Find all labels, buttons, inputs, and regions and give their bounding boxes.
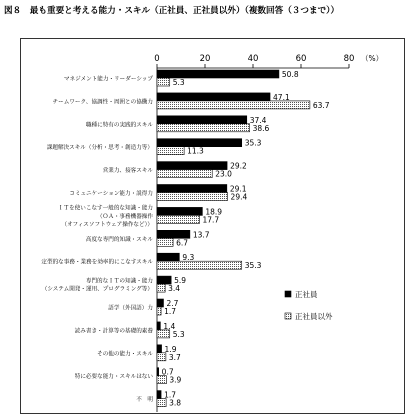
- value-label: 1.7: [164, 307, 177, 316]
- bar-seikei-14: [157, 391, 161, 399]
- x-tick-label: 80: [343, 54, 355, 64]
- bar-hiseiki-5: [157, 193, 228, 201]
- legend-swatch-seishain-igai: [285, 313, 291, 319]
- value-label: 63.7: [312, 100, 330, 110]
- value-label: 3.4: [168, 284, 181, 294]
- figure-title: 図８ 最も重要と考える能力・スキル（正社員、正社員以外）（複数回答（３つまで））: [4, 6, 340, 16]
- category-label: 読み書き・計算等の基礎的素養: [74, 328, 153, 335]
- category-label: コミュニケーション能力・説得力: [69, 191, 153, 197]
- value-label: 18.9: [205, 207, 223, 217]
- bar-seikei-4: [157, 162, 227, 170]
- legend-label-seishain: 正社員: [295, 290, 318, 299]
- category-label: 定型的な事務・業務を効率的にこなすスキル: [41, 259, 153, 266]
- bar-seikei-6: [157, 207, 202, 215]
- bar-hiseiki-9: [157, 284, 165, 292]
- bar-seikei-9: [157, 276, 171, 284]
- category-label: その他の能力・スキル: [97, 351, 153, 358]
- category-label: 課題解決スキル（分析・思考・創造力等）: [46, 145, 153, 152]
- bar-hiseiki-13: [157, 376, 166, 384]
- category-label: （システム開発・運用、プログラミング等）: [41, 286, 153, 293]
- value-label: 6.7: [176, 238, 189, 248]
- value-label: 1.9: [164, 344, 177, 354]
- x-tick-label: 40: [247, 54, 259, 64]
- category-label: 高度な専門的知識・スキル: [85, 236, 153, 243]
- bar-seikei-3: [157, 139, 242, 147]
- bar-hiseiki-2: [157, 124, 250, 132]
- bar-hiseiki-4: [157, 170, 212, 178]
- category-label: 特に必要な能力・スキルはない: [74, 374, 153, 381]
- category-label: チームワーク、協調性・周囲との協働力: [52, 99, 153, 106]
- value-label: 0.7: [161, 367, 174, 377]
- bar-hiseiki-1: [157, 101, 310, 109]
- bar-hiseiki-3: [157, 147, 184, 155]
- value-label: 35.3: [244, 138, 262, 148]
- value-label: 17.7: [202, 215, 220, 225]
- bar-hiseiki-0: [157, 78, 170, 86]
- value-label: 5.3: [172, 78, 185, 87]
- bar-seikei-7: [157, 230, 190, 238]
- value-label: 50.8: [281, 70, 299, 79]
- value-label: 29.4: [230, 192, 248, 202]
- category-label: ＩＴを使いこなす一般的な知識・能力: [57, 205, 153, 212]
- value-label: 9.3: [182, 253, 195, 263]
- bar-hiseiki-10: [157, 307, 161, 315]
- bar-hiseiki-14: [157, 399, 166, 407]
- bar-hiseiki-12: [157, 353, 166, 361]
- x-tick-label: 60: [295, 54, 307, 64]
- category-label: （ＯＡ・事務機器操作: [97, 213, 153, 220]
- bar-seikei-5: [157, 185, 227, 193]
- category-label: （オフィスソフトウェア操作など））: [61, 222, 153, 229]
- category-label: 専門的なＩＴの知識・能力: [85, 278, 153, 285]
- value-label: 13.7: [192, 230, 210, 240]
- bar-seikei-2: [157, 116, 247, 124]
- bar-seikei-12: [157, 345, 162, 353]
- x-tick-label: 0: [154, 54, 160, 64]
- value-label: 37.4: [249, 115, 267, 125]
- legend-label-seishain-igai: 正社員以外: [295, 312, 333, 321]
- value-label: 5.3: [172, 329, 185, 339]
- bar-hiseiki-11: [157, 330, 170, 338]
- bar-hiseiki-8: [157, 261, 242, 269]
- bar-seikei-10: [157, 299, 163, 307]
- category-label: 営業力、接客スキル: [102, 168, 153, 175]
- value-label: 38.6: [252, 123, 270, 133]
- value-label: 5.9: [174, 276, 187, 286]
- value-label: 29.2: [230, 161, 247, 171]
- category-label: 職種に特有の実践的スキル: [85, 122, 153, 129]
- category-label: マネジメント能力・リーダーシップ: [63, 76, 153, 83]
- bar-seikei-13: [157, 368, 159, 376]
- x-axis-unit: （%）: [361, 54, 384, 63]
- legend-swatch-seishain: [285, 291, 291, 297]
- value-label: 3.8: [169, 398, 182, 408]
- value-label: 3.9: [169, 375, 182, 385]
- value-label: 23.0: [215, 169, 232, 179]
- bar-seikei-0: [157, 70, 279, 78]
- bar-seikei-11: [157, 322, 160, 330]
- value-label: 3.7: [168, 352, 181, 362]
- value-label: 11.3: [187, 146, 204, 156]
- x-tick-label: 20: [199, 54, 211, 64]
- bar-seikei-8: [157, 253, 179, 261]
- bar-hiseiki-7: [157, 238, 173, 246]
- value-label: 2.7: [166, 299, 179, 308]
- value-label: 47.1: [273, 92, 290, 102]
- bar-seikei-1: [157, 93, 270, 101]
- value-label: 29.1: [229, 184, 247, 194]
- bar-hiseiki-6: [157, 215, 199, 223]
- value-label: 1.4: [163, 321, 176, 331]
- value-label: 1.7: [164, 390, 177, 400]
- value-label: 35.3: [244, 261, 262, 271]
- category-label: 語学（外国語）力: [108, 305, 153, 312]
- category-label: 不 明: [136, 397, 153, 404]
